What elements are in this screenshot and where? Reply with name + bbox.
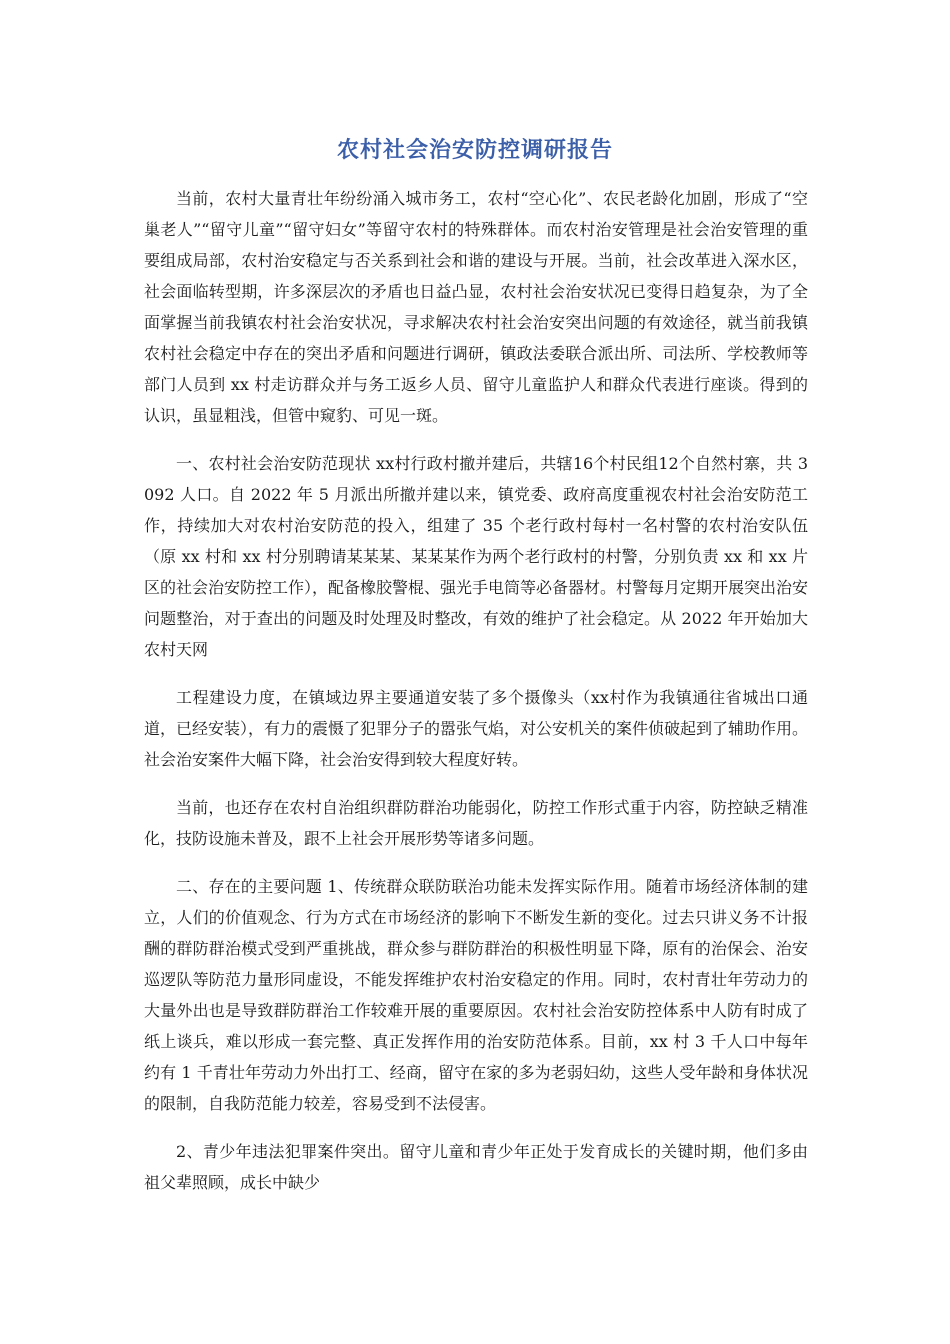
paragraph-main-problems: 二、存在的主要问题 1、传统群众联防联治功能未发挥实际作用。随着市场经济体制的建立，人们的价值观念、行为方式在市场经济的影响下不断发生新的变化。过去只讲义务不计报酬的群防群治模式受到严重挑战，群众参与群防群治的积极性明显下降，原有的治保会、治安巡逻队等防范力量形同虚设，不能发挥维护农村治安稳定的作用。同时，农村青壮年劳动力的大量外出也是导致群防群治工作较难开展的重要原因。农村社会治安防控体系中人防有时成了纸上谈兵，难以形成一套完整、真正发挥作用的治安防范体系。目前，xx 村 3 千人口中每年约有 1 千青壮年劳动力外出打工、经商，留守在家的多为老弱妇幼，这些人受年龄和身体状况的限制，自我防范能力较差，容易受到不法侵害。: [144, 877, 808, 1113]
document-body: [144, 183, 808, 1215]
paragraph-youth-crime: 2、青少年违法犯罪案件突出。留守儿童和青少年正处于发育成长的关键时期，他们多由祖父辈照顾，成长中缺少: [144, 1142, 808, 1192]
paragraph-intro: 当前，农村大量青壮年纷纷涌入城市务工，农村“空心化”、农民老龄化加剧，形成了“空巢老人”“留守儿童”“留守妇女”等留守农村的特殊群体。而农村治安管理是社会治安管理的重要组成局部，农村治安稳定与否关系到社会和谐的建设与开展。当前，社会改革进入深水区，社会面临转型期，许多深层次的矛盾也日益凸显，农村社会治安状况已变得日趋复杂，为了全面掌握当前我镇农村社会治安状况，寻求解决农村社会治安突出问题的有效途径，就当前我镇农村社会稳定中存在的突出矛盾和问题进行调研，镇政法委联合派出所、司法所、学校教师等部门人员到 xx 村走访群众并与务工返乡人员、留守儿童监护人和群众代表进行座谈。得到的认识，虽显粗浅，但管中窥豹、可见一斑。: [144, 189, 808, 425]
paragraph-current-status: 一、农村社会治安防范现状 xx村行政村撤并建后，共辖16个村民组12个自然村寨，共 3092 人口。自 2022 年 5 月派出所撤并建以来，镇党委、政府高度重视农村社会治安防范工作，持续加大对农村治安防范的投入，组建了 35 个老行政村每村一名村警的农村治安队伍（原 xx 村和 xx 村分别聘请某某某、某某某作为两个老行政村的村警，分别负责 xx 和 xx 片区的社会治安防控工作），配备橡胶警棍、强光手电筒等必备器材。村警每月定期开展突出治安问题整治，对于查出的问题及时处理及时整改，有效的维护了社会稳定。从 2022 年开始加大农村天网: [144, 454, 809, 659]
paragraph-existing-issues: 当前，也还存在农村自治组织群防群治功能弱化，防控工作形式重于内容，防控缺乏精准化，技防设施未普及，跟不上社会开展形势等诸多问题。: [144, 798, 808, 848]
document-title: 农村社会治安防控调研报告: [336, 138, 613, 163]
paragraph-skynet-project: 工程建设力度，在镇域边界主要通道安装了多个摄像头（xx村作为我镇通往省城出口通道，已经安装），有力的震慑了犯罪分子的嚣张气焰，对公安机关的案件侦破起到了辅助作用。社会治安案件大幅下降，社会治安得到较大程度好转。: [144, 688, 809, 769]
